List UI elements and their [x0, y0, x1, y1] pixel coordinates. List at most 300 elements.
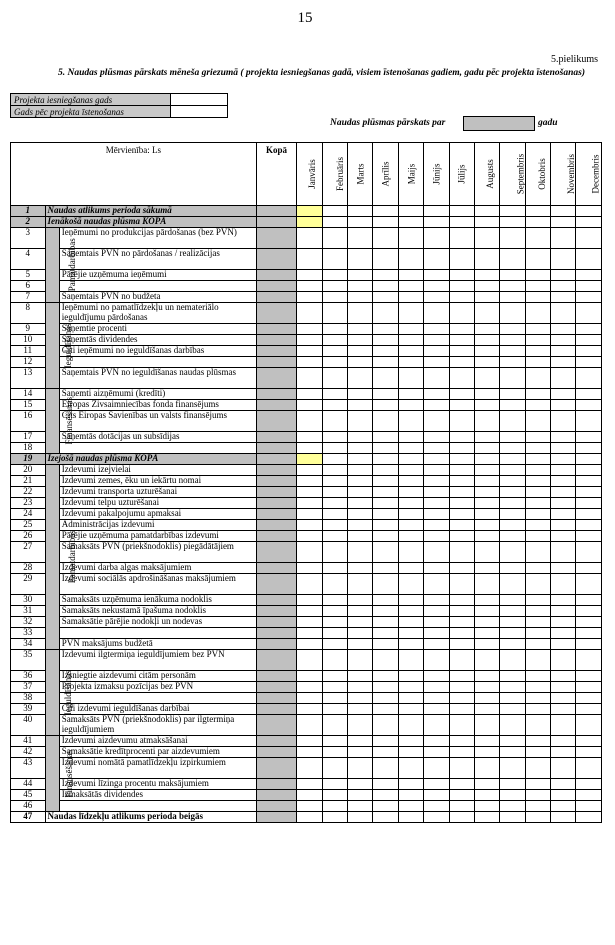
month-cell[interactable] — [348, 617, 373, 628]
month-cell[interactable] — [398, 747, 423, 758]
month-cell[interactable] — [398, 704, 423, 715]
month-cell[interactable] — [322, 411, 347, 432]
month-cell[interactable] — [398, 476, 423, 487]
total-cell[interactable] — [256, 617, 297, 628]
month-cell[interactable] — [322, 281, 347, 292]
month-cell[interactable] — [551, 509, 576, 520]
month-cell[interactable] — [449, 346, 474, 357]
month-cell[interactable] — [449, 400, 474, 411]
month-cell[interactable] — [322, 520, 347, 531]
month-cell[interactable] — [424, 400, 449, 411]
month-cell[interactable] — [551, 476, 576, 487]
month-cell[interactable] — [576, 357, 602, 368]
month-cell[interactable] — [348, 693, 373, 704]
month-cell[interactable] — [576, 465, 602, 476]
month-cell[interactable] — [348, 443, 373, 454]
month-cell[interactable] — [398, 606, 423, 617]
month-cell[interactable] — [297, 801, 322, 812]
month-cell[interactable] — [398, 411, 423, 432]
month-cell[interactable] — [297, 454, 322, 465]
month-cell[interactable] — [424, 563, 449, 574]
month-cell[interactable] — [373, 357, 398, 368]
month-cell[interactable] — [576, 432, 602, 443]
month-cell[interactable] — [525, 368, 550, 389]
month-cell[interactable] — [576, 542, 602, 563]
month-cell[interactable] — [424, 432, 449, 443]
month-cell[interactable] — [373, 292, 398, 303]
month-cell[interactable] — [348, 779, 373, 790]
month-cell[interactable] — [576, 736, 602, 747]
month-cell[interactable] — [551, 228, 576, 249]
month-cell[interactable] — [449, 443, 474, 454]
total-cell[interactable] — [256, 389, 297, 400]
month-cell[interactable] — [474, 736, 499, 747]
month-cell[interactable] — [424, 595, 449, 606]
month-cell[interactable] — [398, 520, 423, 531]
month-cell[interactable] — [551, 650, 576, 671]
month-cell[interactable] — [322, 639, 347, 650]
month-cell[interactable] — [348, 249, 373, 270]
month-cell[interactable] — [449, 736, 474, 747]
month-cell[interactable] — [576, 476, 602, 487]
month-cell[interactable] — [576, 270, 602, 281]
month-cell[interactable] — [398, 595, 423, 606]
month-cell[interactable] — [322, 509, 347, 520]
month-cell[interactable] — [322, 747, 347, 758]
month-cell[interactable] — [576, 520, 602, 531]
month-cell[interactable] — [551, 693, 576, 704]
month-cell[interactable] — [500, 509, 525, 520]
month-cell[interactable] — [525, 595, 550, 606]
total-cell[interactable] — [256, 498, 297, 509]
month-cell[interactable] — [424, 617, 449, 628]
month-cell[interactable] — [398, 217, 423, 228]
month-cell[interactable] — [398, 812, 423, 823]
month-cell[interactable] — [449, 617, 474, 628]
month-cell[interactable] — [297, 758, 322, 779]
month-cell[interactable] — [449, 206, 474, 217]
month-cell[interactable] — [500, 292, 525, 303]
month-cell[interactable] — [576, 704, 602, 715]
month-cell[interactable] — [500, 411, 525, 432]
month-cell[interactable] — [322, 389, 347, 400]
month-cell[interactable] — [424, 206, 449, 217]
month-cell[interactable] — [576, 574, 602, 595]
month-cell[interactable] — [449, 335, 474, 346]
month-cell[interactable] — [373, 715, 398, 736]
total-cell[interactable] — [256, 747, 297, 758]
month-cell[interactable] — [373, 542, 398, 563]
month-cell[interactable] — [576, 206, 602, 217]
month-cell[interactable] — [474, 217, 499, 228]
month-cell[interactable] — [576, 292, 602, 303]
month-cell[interactable] — [424, 531, 449, 542]
month-cell[interactable] — [373, 411, 398, 432]
month-cell[interactable] — [449, 639, 474, 650]
month-cell[interactable] — [348, 715, 373, 736]
month-cell[interactable] — [474, 411, 499, 432]
month-cell[interactable] — [500, 281, 525, 292]
month-cell[interactable] — [449, 758, 474, 779]
month-cell[interactable] — [297, 542, 322, 563]
total-cell[interactable] — [256, 531, 297, 542]
month-cell[interactable] — [500, 249, 525, 270]
month-cell[interactable] — [474, 574, 499, 595]
month-cell[interactable] — [576, 303, 602, 324]
total-cell[interactable] — [256, 346, 297, 357]
month-cell[interactable] — [424, 443, 449, 454]
total-cell[interactable] — [256, 801, 297, 812]
project-year-value[interactable] — [171, 94, 228, 106]
month-cell[interactable] — [297, 335, 322, 346]
month-cell[interactable] — [348, 639, 373, 650]
month-cell[interactable] — [322, 801, 347, 812]
month-cell[interactable] — [525, 779, 550, 790]
month-cell[interactable] — [424, 779, 449, 790]
month-cell[interactable] — [525, 346, 550, 357]
month-cell[interactable] — [297, 595, 322, 606]
month-cell[interactable] — [576, 249, 602, 270]
month-cell[interactable] — [348, 801, 373, 812]
month-cell[interactable] — [449, 812, 474, 823]
month-cell[interactable] — [424, 758, 449, 779]
total-cell[interactable] — [256, 704, 297, 715]
month-cell[interactable] — [322, 357, 347, 368]
month-cell[interactable] — [551, 270, 576, 281]
total-cell[interactable] — [256, 509, 297, 520]
month-cell[interactable] — [322, 563, 347, 574]
month-cell[interactable] — [551, 617, 576, 628]
month-cell[interactable] — [373, 520, 398, 531]
month-cell[interactable] — [297, 531, 322, 542]
month-cell[interactable] — [424, 509, 449, 520]
month-cell[interactable] — [322, 368, 347, 389]
month-cell[interactable] — [373, 595, 398, 606]
month-cell[interactable] — [525, 628, 550, 639]
month-cell[interactable] — [474, 790, 499, 801]
month-cell[interactable] — [424, 801, 449, 812]
month-cell[interactable] — [576, 595, 602, 606]
total-cell[interactable] — [256, 758, 297, 779]
month-cell[interactable] — [398, 650, 423, 671]
month-cell[interactable] — [373, 465, 398, 476]
month-cell[interactable] — [297, 281, 322, 292]
month-cell[interactable] — [525, 498, 550, 509]
month-cell[interactable] — [322, 542, 347, 563]
month-cell[interactable] — [500, 779, 525, 790]
month-cell[interactable] — [398, 758, 423, 779]
month-cell[interactable] — [322, 736, 347, 747]
month-cell[interactable] — [474, 465, 499, 476]
month-cell[interactable] — [348, 671, 373, 682]
month-cell[interactable] — [398, 693, 423, 704]
month-cell[interactable] — [474, 617, 499, 628]
month-cell[interactable] — [348, 400, 373, 411]
month-cell[interactable] — [398, 292, 423, 303]
month-cell[interactable] — [576, 531, 602, 542]
month-cell[interactable] — [449, 682, 474, 693]
month-cell[interactable] — [322, 206, 347, 217]
month-cell[interactable] — [576, 228, 602, 249]
month-cell[interactable] — [500, 368, 525, 389]
month-cell[interactable] — [525, 400, 550, 411]
month-cell[interactable] — [500, 801, 525, 812]
month-cell[interactable] — [348, 736, 373, 747]
month-cell[interactable] — [474, 509, 499, 520]
total-cell[interactable] — [256, 520, 297, 531]
month-cell[interactable] — [525, 520, 550, 531]
month-cell[interactable] — [449, 270, 474, 281]
total-cell[interactable] — [256, 411, 297, 432]
month-cell[interactable] — [373, 801, 398, 812]
month-cell[interactable] — [525, 228, 550, 249]
month-cell[interactable] — [373, 693, 398, 704]
total-cell[interactable] — [256, 606, 297, 617]
month-cell[interactable] — [373, 704, 398, 715]
month-cell[interactable] — [474, 335, 499, 346]
month-cell[interactable] — [449, 715, 474, 736]
month-cell[interactable] — [449, 574, 474, 595]
period-year-input[interactable] — [463, 116, 535, 131]
month-cell[interactable] — [297, 487, 322, 498]
month-cell[interactable] — [500, 217, 525, 228]
month-cell[interactable] — [576, 281, 602, 292]
month-cell[interactable] — [474, 400, 499, 411]
month-cell[interactable] — [551, 628, 576, 639]
month-cell[interactable] — [348, 476, 373, 487]
total-cell[interactable] — [256, 465, 297, 476]
month-cell[interactable] — [348, 498, 373, 509]
month-cell[interactable] — [424, 346, 449, 357]
month-cell[interactable] — [474, 443, 499, 454]
month-cell[interactable] — [576, 400, 602, 411]
month-cell[interactable] — [551, 779, 576, 790]
month-cell[interactable] — [398, 270, 423, 281]
month-cell[interactable] — [373, 303, 398, 324]
month-cell[interactable] — [373, 779, 398, 790]
month-cell[interactable] — [348, 628, 373, 639]
month-cell[interactable] — [474, 639, 499, 650]
month-cell[interactable] — [474, 682, 499, 693]
month-cell[interactable] — [297, 432, 322, 443]
month-cell[interactable] — [322, 574, 347, 595]
month-cell[interactable] — [474, 498, 499, 509]
month-cell[interactable] — [373, 476, 398, 487]
month-cell[interactable] — [398, 779, 423, 790]
month-cell[interactable] — [500, 628, 525, 639]
month-cell[interactable] — [348, 531, 373, 542]
month-cell[interactable] — [551, 531, 576, 542]
month-cell[interactable] — [398, 498, 423, 509]
month-cell[interactable] — [373, 790, 398, 801]
month-cell[interactable] — [525, 249, 550, 270]
month-cell[interactable] — [373, 228, 398, 249]
month-cell[interactable] — [500, 531, 525, 542]
month-cell[interactable] — [373, 682, 398, 693]
total-cell[interactable] — [256, 487, 297, 498]
month-cell[interactable] — [424, 747, 449, 758]
month-cell[interactable] — [297, 443, 322, 454]
month-cell[interactable] — [348, 747, 373, 758]
month-cell[interactable] — [373, 217, 398, 228]
month-cell[interactable] — [322, 671, 347, 682]
month-cell[interactable] — [449, 531, 474, 542]
month-cell[interactable] — [551, 465, 576, 476]
month-cell[interactable] — [474, 671, 499, 682]
month-cell[interactable] — [297, 303, 322, 324]
month-cell[interactable] — [551, 303, 576, 324]
total-cell[interactable] — [256, 671, 297, 682]
month-cell[interactable] — [551, 432, 576, 443]
month-cell[interactable] — [525, 650, 550, 671]
month-cell[interactable] — [525, 335, 550, 346]
total-cell[interactable] — [256, 715, 297, 736]
month-cell[interactable] — [525, 704, 550, 715]
month-cell[interactable] — [424, 520, 449, 531]
month-cell[interactable] — [424, 335, 449, 346]
month-cell[interactable] — [474, 595, 499, 606]
month-cell[interactable] — [551, 671, 576, 682]
month-cell[interactable] — [551, 335, 576, 346]
month-cell[interactable] — [449, 520, 474, 531]
month-cell[interactable] — [322, 292, 347, 303]
month-cell[interactable] — [551, 217, 576, 228]
total-cell[interactable] — [256, 812, 297, 823]
month-cell[interactable] — [398, 790, 423, 801]
month-cell[interactable] — [424, 574, 449, 595]
month-cell[interactable] — [373, 606, 398, 617]
month-cell[interactable] — [500, 206, 525, 217]
month-cell[interactable] — [424, 736, 449, 747]
month-cell[interactable] — [500, 682, 525, 693]
month-cell[interactable] — [297, 324, 322, 335]
month-cell[interactable] — [551, 487, 576, 498]
month-cell[interactable] — [449, 487, 474, 498]
month-cell[interactable] — [297, 747, 322, 758]
month-cell[interactable] — [449, 324, 474, 335]
month-cell[interactable] — [500, 487, 525, 498]
month-cell[interactable] — [398, 346, 423, 357]
month-cell[interactable] — [348, 542, 373, 563]
month-cell[interactable] — [373, 671, 398, 682]
month-cell[interactable] — [449, 303, 474, 324]
month-cell[interactable] — [525, 465, 550, 476]
month-cell[interactable] — [551, 292, 576, 303]
month-cell[interactable] — [449, 411, 474, 432]
month-cell[interactable] — [348, 790, 373, 801]
month-cell[interactable] — [322, 704, 347, 715]
total-cell[interactable] — [256, 400, 297, 411]
total-cell[interactable] — [256, 281, 297, 292]
month-cell[interactable] — [373, 487, 398, 498]
month-cell[interactable] — [576, 682, 602, 693]
month-cell[interactable] — [424, 693, 449, 704]
month-cell[interactable] — [449, 595, 474, 606]
month-cell[interactable] — [500, 357, 525, 368]
month-cell[interactable] — [551, 704, 576, 715]
month-cell[interactable] — [297, 400, 322, 411]
month-cell[interactable] — [297, 704, 322, 715]
month-cell[interactable] — [424, 228, 449, 249]
month-cell[interactable] — [449, 628, 474, 639]
month-cell[interactable] — [424, 650, 449, 671]
month-cell[interactable] — [474, 747, 499, 758]
month-cell[interactable] — [297, 574, 322, 595]
month-cell[interactable] — [449, 389, 474, 400]
month-cell[interactable] — [424, 368, 449, 389]
month-cell[interactable] — [474, 281, 499, 292]
month-cell[interactable] — [500, 747, 525, 758]
month-cell[interactable] — [398, 324, 423, 335]
month-cell[interactable] — [348, 682, 373, 693]
month-cell[interactable] — [348, 389, 373, 400]
month-cell[interactable] — [424, 270, 449, 281]
month-cell[interactable] — [449, 509, 474, 520]
month-cell[interactable] — [373, 281, 398, 292]
month-cell[interactable] — [551, 801, 576, 812]
month-cell[interactable] — [551, 249, 576, 270]
month-cell[interactable] — [449, 454, 474, 465]
month-cell[interactable] — [576, 389, 602, 400]
month-cell[interactable] — [398, 715, 423, 736]
month-cell[interactable] — [525, 303, 550, 324]
total-cell[interactable] — [256, 790, 297, 801]
month-cell[interactable] — [525, 758, 550, 779]
total-cell[interactable] — [256, 217, 297, 228]
month-cell[interactable] — [424, 303, 449, 324]
month-cell[interactable] — [500, 671, 525, 682]
month-cell[interactable] — [525, 292, 550, 303]
month-cell[interactable] — [525, 639, 550, 650]
month-cell[interactable] — [474, 487, 499, 498]
month-cell[interactable] — [576, 335, 602, 346]
month-cell[interactable] — [322, 531, 347, 542]
month-cell[interactable] — [500, 443, 525, 454]
month-cell[interactable] — [398, 303, 423, 324]
month-cell[interactable] — [398, 682, 423, 693]
month-cell[interactable] — [576, 779, 602, 790]
total-cell[interactable] — [256, 693, 297, 704]
month-cell[interactable] — [576, 628, 602, 639]
total-cell[interactable] — [256, 595, 297, 606]
month-cell[interactable] — [474, 779, 499, 790]
month-cell[interactable] — [500, 715, 525, 736]
month-cell[interactable] — [398, 249, 423, 270]
total-cell[interactable] — [256, 574, 297, 595]
month-cell[interactable] — [525, 747, 550, 758]
total-cell[interactable] — [256, 357, 297, 368]
month-cell[interactable] — [474, 812, 499, 823]
month-cell[interactable] — [373, 509, 398, 520]
month-cell[interactable] — [373, 249, 398, 270]
month-cell[interactable] — [525, 443, 550, 454]
month-cell[interactable] — [500, 400, 525, 411]
month-cell[interactable] — [348, 324, 373, 335]
month-cell[interactable] — [348, 606, 373, 617]
month-cell[interactable] — [551, 281, 576, 292]
month-cell[interactable] — [525, 671, 550, 682]
month-cell[interactable] — [373, 206, 398, 217]
month-cell[interactable] — [551, 454, 576, 465]
total-cell[interactable] — [256, 476, 297, 487]
month-cell[interactable] — [322, 715, 347, 736]
total-cell[interactable] — [256, 682, 297, 693]
month-cell[interactable] — [500, 595, 525, 606]
month-cell[interactable] — [474, 758, 499, 779]
month-cell[interactable] — [398, 206, 423, 217]
month-cell[interactable] — [449, 465, 474, 476]
month-cell[interactable] — [500, 693, 525, 704]
